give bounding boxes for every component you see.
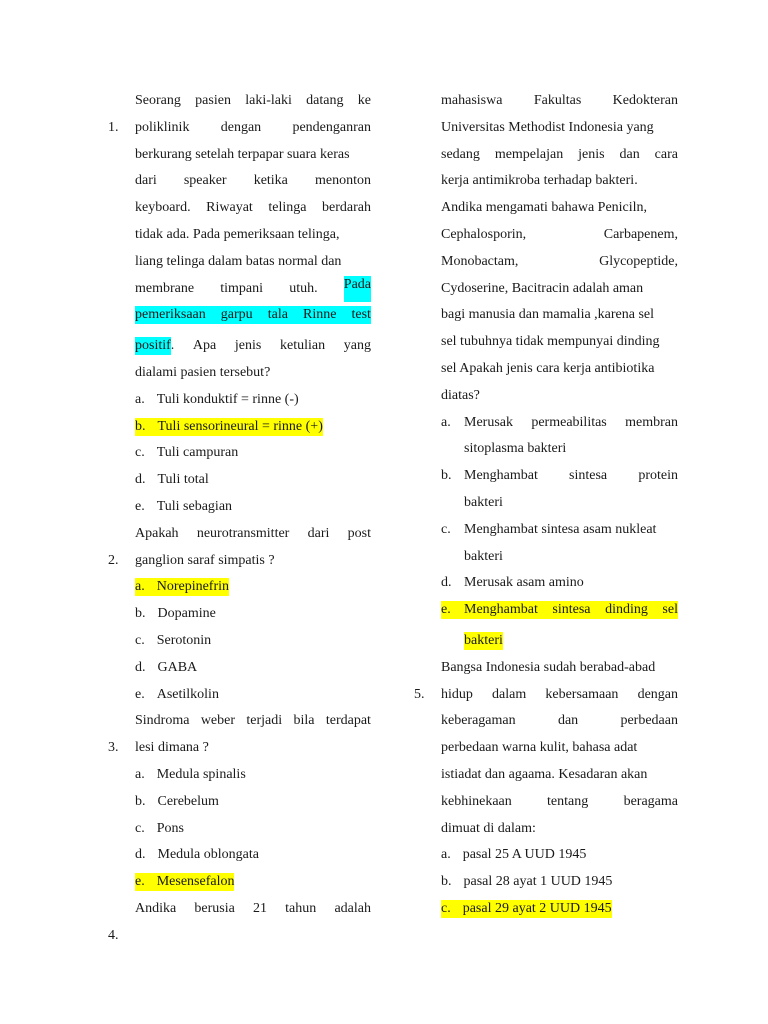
option-wrap xyxy=(414,517,678,544)
option-text: Medula spinalis xyxy=(156,766,246,782)
word: pendenganran xyxy=(292,119,371,135)
word: sel Apakah jenis cara kerja antibiotika xyxy=(441,360,655,376)
option-text: Cerebelum xyxy=(157,793,219,809)
q5-line xyxy=(414,682,678,709)
q1-line xyxy=(108,306,371,333)
left-column xyxy=(108,88,371,943)
q4-option xyxy=(414,601,678,628)
q2-option xyxy=(108,682,371,709)
word: Monobactam, xyxy=(441,253,519,269)
word: jenis xyxy=(234,338,262,354)
word: ketika xyxy=(253,173,288,189)
option-row xyxy=(441,601,678,619)
highlighted-word: Pada xyxy=(344,276,371,303)
line-words xyxy=(135,360,371,387)
line-words xyxy=(441,302,678,329)
word: Apa xyxy=(192,338,217,354)
word: yang xyxy=(343,338,371,354)
word: ketulian xyxy=(279,338,326,354)
option-wrap xyxy=(414,570,678,597)
word: mempelajan xyxy=(494,146,564,162)
option-highlight xyxy=(135,418,323,436)
q1-line xyxy=(108,333,371,360)
option-highlight xyxy=(441,873,612,891)
line-words xyxy=(441,88,678,115)
option-letter: a. xyxy=(441,847,451,863)
word: diatas? xyxy=(441,387,480,403)
word: pemeriksaan xyxy=(135,307,206,323)
word: Cydoserine, Bacitracin adalah aman xyxy=(441,280,644,296)
line-words xyxy=(441,383,678,410)
line-words xyxy=(441,356,678,383)
q3-option xyxy=(108,816,371,843)
word: Bangsa Indonesia sudah berabad-abad xyxy=(441,659,656,675)
word: Merusak asam amino xyxy=(464,575,584,591)
option-wrap xyxy=(414,436,678,463)
option-text: Dopamine xyxy=(157,606,216,622)
option-highlight xyxy=(135,873,234,891)
q1-line xyxy=(108,168,371,195)
word: permeabilitas xyxy=(531,414,607,430)
option-wrap xyxy=(414,869,678,896)
q3-option xyxy=(108,869,371,896)
q3-option xyxy=(108,789,371,816)
option-wrap xyxy=(414,410,678,437)
q5-option xyxy=(414,896,678,923)
option-letter: a. xyxy=(135,766,145,782)
word: keyboard. xyxy=(135,200,191,216)
word: Andika xyxy=(135,900,177,916)
word: hidup xyxy=(441,686,473,702)
q1-option xyxy=(108,387,371,414)
line-words xyxy=(135,195,371,222)
text: lesi dimana ? xyxy=(135,740,209,756)
q4-line xyxy=(414,329,678,356)
line-words xyxy=(135,708,371,735)
option-text: Mesensefalon xyxy=(156,874,235,890)
word: bagi manusia dan mamalia ,karena sel xyxy=(441,307,655,323)
text: ganglion saraf simpatis ? xyxy=(135,552,275,568)
option-letter: a. xyxy=(135,579,145,595)
q4-line xyxy=(414,142,678,169)
word: Sindroma xyxy=(135,713,190,729)
option-wrap xyxy=(108,494,371,521)
option-letter: c. xyxy=(135,445,145,461)
word: ke xyxy=(357,93,371,108)
option-wrap xyxy=(108,387,371,414)
option-text: bakteri xyxy=(464,494,503,510)
word: dengan xyxy=(220,119,262,135)
option-text: Pons xyxy=(156,820,184,836)
q2-option xyxy=(108,628,371,655)
word: Universitas Methodist Indonesia yang xyxy=(441,119,654,135)
word: dari xyxy=(135,173,157,189)
option-highlight xyxy=(135,444,238,462)
word: test xyxy=(351,307,371,323)
word: kebersamaan xyxy=(545,686,619,702)
word: dalam xyxy=(492,686,527,702)
q1-line xyxy=(108,222,371,249)
q4-option xyxy=(414,410,678,437)
word: adalah xyxy=(334,900,371,916)
line-words xyxy=(441,249,678,276)
line-words xyxy=(135,896,371,923)
word: berusia xyxy=(194,900,235,916)
line-words xyxy=(441,655,678,682)
q4-line xyxy=(414,222,678,249)
word: perbedaan xyxy=(620,713,678,729)
q4-line xyxy=(414,383,678,410)
word: Carbapenem, xyxy=(603,226,678,242)
q4-option-cont xyxy=(414,544,678,571)
option-row xyxy=(441,570,678,597)
option-text: bakteri xyxy=(464,632,503,648)
line-words xyxy=(135,521,371,548)
q4-line xyxy=(414,115,678,142)
option-letter: b. xyxy=(135,606,146,622)
q5-line xyxy=(414,762,678,789)
option-letter: d. xyxy=(135,659,146,675)
word: menonton xyxy=(314,173,371,189)
option-letter: b. xyxy=(135,793,146,809)
option-words xyxy=(464,517,678,544)
q5-line xyxy=(414,735,678,762)
q4-option-cont xyxy=(414,490,678,517)
word: Cephalosporin, xyxy=(441,226,527,242)
word: neurotransmitter xyxy=(196,525,290,541)
q5-option xyxy=(414,869,678,896)
word: Merusak xyxy=(464,414,513,430)
word: post xyxy=(347,525,371,541)
option-wrap xyxy=(108,762,371,789)
word: dan xyxy=(619,146,640,162)
option-wrap xyxy=(414,601,678,619)
option-letter: d. xyxy=(441,575,452,591)
option-letter: a. xyxy=(441,414,451,430)
q2-option xyxy=(108,655,371,682)
option-letter: e. xyxy=(135,874,145,890)
line-words xyxy=(135,115,371,142)
option-wrap xyxy=(414,628,678,655)
word: Riwayat xyxy=(206,200,253,216)
option-letter: d. xyxy=(135,847,146,863)
option-letter: a. xyxy=(135,391,145,407)
word: beragama xyxy=(623,793,678,809)
word: tala xyxy=(267,307,288,323)
line-words xyxy=(135,306,371,324)
word: tahun xyxy=(285,900,317,916)
option-text: sitoplasma bakteri xyxy=(464,441,567,457)
word: kebhinekaan xyxy=(441,793,512,809)
word: mahasiswa xyxy=(441,93,503,108)
q1-line xyxy=(108,142,371,169)
option-wrap xyxy=(108,682,371,709)
word: poliklinik xyxy=(135,119,190,135)
option-highlight xyxy=(135,471,209,489)
word: liang telinga dalam batas normal dan xyxy=(135,253,342,269)
option-letter: d. xyxy=(135,472,146,488)
word: Menghambat sintesa asam nukleat xyxy=(464,521,657,537)
q2-option xyxy=(108,574,371,601)
option-wrap xyxy=(108,789,371,816)
option-text: Tuli konduktif = rinne (-) xyxy=(156,391,299,407)
option-text: Tuli sebagian xyxy=(156,498,233,514)
word: Menghambat xyxy=(464,602,538,618)
option-letter: e. xyxy=(441,602,451,618)
word: terdapat xyxy=(325,713,371,729)
option-wrap xyxy=(108,869,371,896)
word: dialami pasien tersebut? xyxy=(135,364,271,380)
line-words xyxy=(135,168,371,195)
word: berkurang setelah terpapar suara keras xyxy=(135,146,350,162)
q2-line xyxy=(108,548,371,575)
q1-option xyxy=(108,414,371,441)
option-letter: c. xyxy=(441,900,451,916)
word: Menghambat xyxy=(464,468,538,484)
q1-line xyxy=(108,276,371,303)
word: dimuat di dalam: xyxy=(441,820,536,836)
word: weber xyxy=(200,713,236,729)
word: cara xyxy=(654,146,678,162)
word: Kedokteran xyxy=(612,93,678,108)
option-text: pasal 29 ayat 2 UUD 1945 xyxy=(462,900,612,916)
line-words xyxy=(441,708,678,735)
option-text: pasal 28 ayat 1 UUD 1945 xyxy=(463,874,613,890)
word: pasien xyxy=(195,93,231,108)
option-highlight xyxy=(135,632,211,650)
option-highlight xyxy=(441,900,612,918)
question-number: 5. xyxy=(414,686,425,702)
word: sintesa xyxy=(569,468,608,484)
line-words xyxy=(441,168,678,195)
option-highlight xyxy=(135,498,232,516)
q4-option-cont xyxy=(414,628,678,655)
question-number: 2. xyxy=(108,552,119,568)
line-words xyxy=(135,222,371,249)
line-words xyxy=(441,682,678,709)
word: Andika mengamati bahawa Peniciln, xyxy=(441,200,648,216)
option-highlight xyxy=(135,605,216,623)
word: tidak ada. Pada pemeriksaan telinga, xyxy=(135,226,340,242)
option-highlight xyxy=(135,391,299,409)
word: kerja antimikroba terhadap bakteri. xyxy=(441,173,638,189)
option-letter: b. xyxy=(441,468,452,484)
option-words xyxy=(464,463,678,490)
option-wrap xyxy=(108,816,371,843)
option-letter: b. xyxy=(135,418,146,434)
q5-line xyxy=(414,708,678,735)
word: membran xyxy=(625,414,678,430)
word: dengan xyxy=(637,686,678,702)
option-row xyxy=(441,517,678,544)
q4-line xyxy=(414,356,678,383)
question-number: 1. xyxy=(108,119,119,135)
q2-option xyxy=(108,601,371,628)
word: sel xyxy=(662,602,678,618)
q3-option xyxy=(108,762,371,789)
word: dan xyxy=(557,713,579,729)
line-words xyxy=(441,276,678,303)
option-letter: e. xyxy=(135,686,145,702)
option-text: Serotonin xyxy=(156,632,212,648)
option-words xyxy=(464,601,678,619)
word: sedang xyxy=(441,146,480,162)
option-letter: c. xyxy=(135,632,145,648)
option-text: Norepinefrin xyxy=(156,579,230,595)
q1-option xyxy=(108,440,371,467)
option-highlight xyxy=(135,846,259,864)
q4-line xyxy=(414,168,678,195)
word: protein xyxy=(638,468,678,484)
word: Seorang xyxy=(135,93,181,108)
word: datang xyxy=(306,93,344,108)
option-wrap xyxy=(108,601,371,628)
q3-option xyxy=(108,842,371,869)
line-words xyxy=(441,115,678,142)
option-letter: c. xyxy=(441,521,451,537)
word: utuh. xyxy=(289,280,318,296)
word: dari xyxy=(307,525,330,541)
q1-line xyxy=(108,360,371,387)
option-text: Tuli campuran xyxy=(156,445,239,461)
option-text: bakteri xyxy=(464,548,503,564)
line-words xyxy=(441,142,678,169)
line-words xyxy=(135,88,371,115)
question-number: 4. xyxy=(108,927,119,943)
word: perbedaan warna kulit, bahasa adat xyxy=(441,740,638,756)
line-words xyxy=(135,249,371,276)
option-highlight xyxy=(441,846,586,864)
right-column xyxy=(414,88,678,923)
word: membrane xyxy=(135,280,195,296)
word: telinga xyxy=(268,200,307,216)
option-wrap xyxy=(414,896,678,923)
q4-line xyxy=(414,249,678,276)
option-row xyxy=(441,410,678,437)
q1-option xyxy=(108,494,371,521)
word: 21 xyxy=(253,900,267,916)
word: dinding xyxy=(605,602,648,618)
word: sel tubuhnya tidak mempunyai dinding xyxy=(441,334,660,350)
word-group xyxy=(135,333,174,360)
q4-line xyxy=(414,276,678,303)
line-words xyxy=(441,762,678,789)
word: timpani xyxy=(220,280,264,296)
q4-line xyxy=(414,88,678,115)
line-words xyxy=(441,329,678,356)
word: jenis xyxy=(578,146,605,162)
option-text: Medula oblongata xyxy=(157,847,259,863)
q4-option xyxy=(414,570,678,597)
option-text: Asetilkolin xyxy=(156,686,219,702)
option-highlight xyxy=(135,766,246,784)
option-highlight xyxy=(135,686,219,704)
q4-line xyxy=(414,302,678,329)
question-number: 3. xyxy=(108,740,119,756)
option-row xyxy=(441,463,678,490)
word: berdarah xyxy=(322,200,371,216)
q1-option xyxy=(108,467,371,494)
option-wrap xyxy=(108,414,371,441)
option-words xyxy=(464,410,678,437)
option-text: Tuli total xyxy=(157,472,209,488)
option-highlight xyxy=(135,659,197,677)
option-letter: b. xyxy=(441,874,452,890)
q1-line xyxy=(108,195,371,222)
option-wrap xyxy=(108,842,371,869)
line-words xyxy=(441,222,678,249)
option-highlight xyxy=(135,578,229,596)
line-words xyxy=(441,816,678,843)
word: Rinne xyxy=(303,307,337,323)
word: bila xyxy=(293,713,315,729)
line-words xyxy=(135,276,371,303)
option-wrap xyxy=(414,842,678,869)
word: Glycopeptide, xyxy=(599,253,678,269)
line-words xyxy=(441,195,678,222)
option-text: Tuli sensorineural = rinne (+) xyxy=(157,418,323,434)
q4-line xyxy=(108,896,371,943)
q4-option xyxy=(414,517,678,544)
word: Apakah xyxy=(135,525,179,541)
line-words xyxy=(441,735,678,762)
q4-option-cont xyxy=(414,436,678,463)
option-wrap xyxy=(108,655,371,682)
option-wrap xyxy=(414,544,678,571)
q5-line xyxy=(414,789,678,816)
period: . xyxy=(170,338,175,354)
option-wrap xyxy=(108,628,371,655)
option-highlight xyxy=(135,793,219,811)
option-wrap xyxy=(414,490,678,517)
option-wrap xyxy=(108,467,371,494)
q5-line xyxy=(414,816,678,843)
option-wrap xyxy=(108,440,371,467)
highlighted-word: positif xyxy=(135,338,171,354)
q4-line xyxy=(414,195,678,222)
q5-option xyxy=(414,842,678,869)
option-text: pasal 25 A UUD 1945 xyxy=(462,847,587,863)
word: sintesa xyxy=(552,602,591,618)
word: istiadat dan agaama. Kesadaran akan xyxy=(441,766,648,782)
option-text: GABA xyxy=(157,659,198,675)
line-words xyxy=(441,789,678,816)
word: Fakultas xyxy=(533,93,582,108)
word: terjadi xyxy=(246,713,283,729)
word: speaker xyxy=(183,173,227,189)
option-words xyxy=(464,570,678,597)
q1-line xyxy=(108,115,371,142)
option-letter: c. xyxy=(135,820,145,836)
word: keberagaman xyxy=(441,713,516,729)
option-highlight xyxy=(135,820,184,838)
line-words xyxy=(135,333,371,360)
word: laki-laki xyxy=(245,93,292,108)
word: garpu xyxy=(220,307,253,323)
q3-line xyxy=(108,735,371,762)
option-wrap xyxy=(108,574,371,601)
option-wrap xyxy=(414,463,678,490)
q4-option xyxy=(414,463,678,490)
option-letter: e. xyxy=(135,498,145,514)
word: tentang xyxy=(547,793,589,809)
line-words xyxy=(135,142,371,169)
q1-line xyxy=(108,249,371,276)
